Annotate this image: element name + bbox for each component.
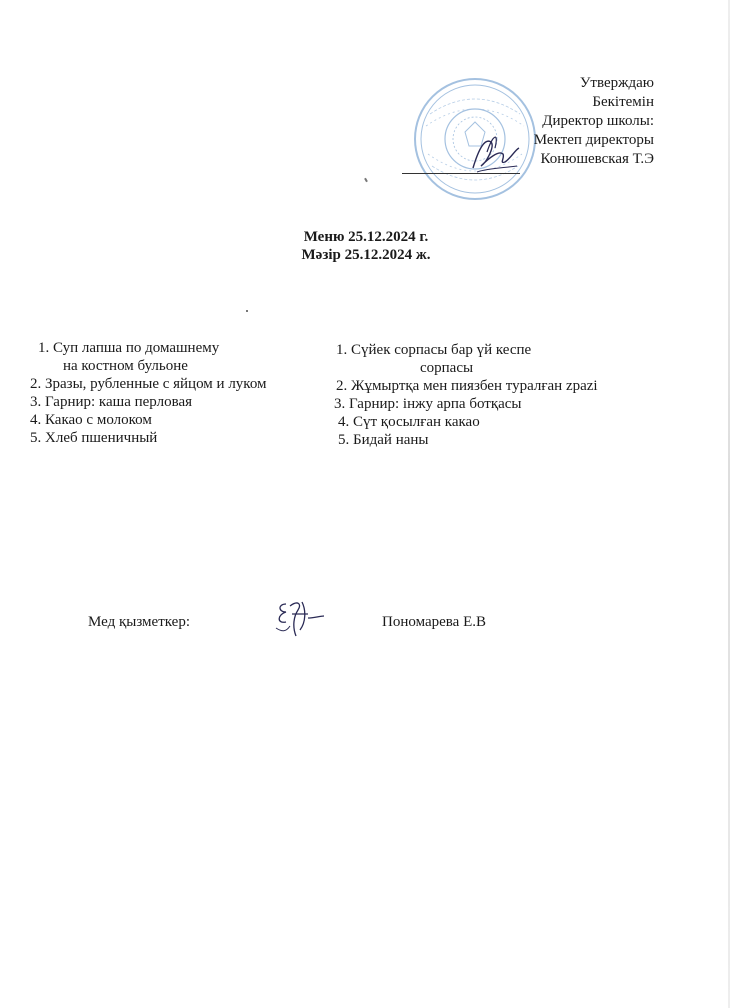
approval-block xyxy=(534,74,654,169)
medical-worker-name: Пономарева Е.В xyxy=(382,614,486,630)
menu-item-ru-2: 2. Зразы, рубленные с яйцом и луком xyxy=(30,376,267,392)
scan-edge xyxy=(728,0,730,1008)
medical-worker-label: Мед қызметкер: xyxy=(88,614,191,630)
menu-item-kz-1 xyxy=(336,341,598,377)
menu-item-kz-5: 5. Бидай наны xyxy=(338,432,429,448)
menu-item-kz-1-line1: 1. Сүйек сорпасы бар үй кеспе xyxy=(336,342,532,358)
approval-role-ru: Директор школы: xyxy=(542,113,654,129)
menu-item-kz-1-line2: сорпасы xyxy=(420,360,474,376)
menu-item-ru-1 xyxy=(30,339,267,375)
signature-line xyxy=(402,173,520,174)
approval-director-name: Конюшевская Т.Э xyxy=(540,151,654,167)
menu-item-ru-1-line2: на костном бульоне xyxy=(63,358,188,374)
menu-item-ru-1-line1: 1. Суп лапша по домашнему xyxy=(38,340,220,356)
menu-item-kz-3: 3. Гарнир: інжу арпа ботқасы xyxy=(334,396,522,412)
menu-title-ru: Меню 25.12.2024 г. xyxy=(303,229,429,245)
approval-role-kz: Мектеп директоры xyxy=(533,132,654,148)
menu-item-ru-4: 4. Какао с молоком xyxy=(30,412,152,428)
menu-item-ru-3: 3. Гарнир: каша перловая xyxy=(30,394,193,410)
menu-list-ru xyxy=(30,339,267,447)
menu-item-kz-4: 4. Сүт қосылған какао xyxy=(338,414,480,430)
menu-item-ru-5: 5. Хлеб пшеничный xyxy=(30,430,158,446)
menu-item-kz-2: 2. Жұмыртқа мен пиязбен туралған zpazi xyxy=(336,378,598,394)
menu-list-kz xyxy=(336,341,598,449)
scan-speck xyxy=(246,310,248,312)
scan-speck xyxy=(364,178,368,182)
medical-worker-signature xyxy=(272,596,328,642)
menu-title-kz: Мәзір 25.12.2024 ж. xyxy=(301,247,431,263)
approval-approve-ru: Утверждаю xyxy=(579,75,654,91)
approval-approve-kz: Бекітемін xyxy=(592,94,654,110)
director-signature xyxy=(465,128,525,176)
